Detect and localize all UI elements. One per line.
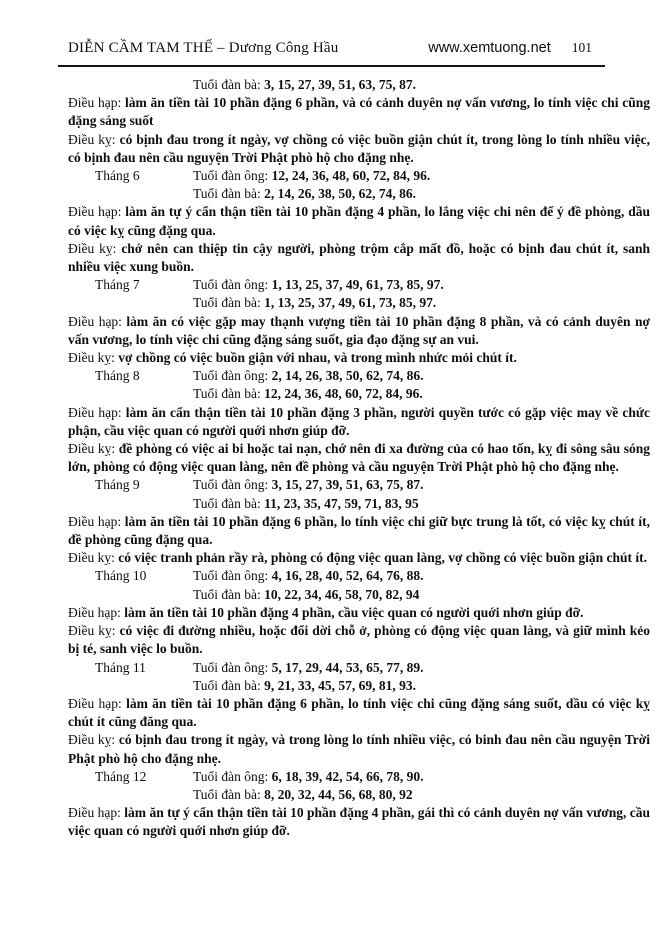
month-ages-row <box>68 276 650 294</box>
ky-paragraph <box>68 349 650 367</box>
month-ages-row <box>68 567 650 585</box>
ky-paragraph <box>68 731 650 767</box>
women-ages-line <box>193 385 650 403</box>
header-right <box>428 40 592 56</box>
ky-label: Điều kỵ: <box>68 732 116 748</box>
month-block <box>68 659 650 768</box>
women-ages-values: 9, 21, 33, 45, 57, 69, 81, 93. <box>264 677 417 693</box>
hap-label: Điều hạp: <box>68 805 121 821</box>
men-ages-label: Tuổi đàn ông: <box>193 277 269 293</box>
ky-paragraph <box>68 549 650 567</box>
women-ages-label: Tuổi đàn bà: <box>193 586 261 602</box>
month-label: Tháng 9 <box>95 477 140 493</box>
hap-text: làm ăn tiền tài 10 phần đặng 6 phần, và có cảnh duyên nợ vấn vương, lo tính việc chi cũng đặng sáng suốt <box>68 95 650 129</box>
ky-text: chớ nên can thiệp tin cậy người, phòng trộm cắp mất đồ, hoặc có bịnh đau chút ít, sanh nhiều việc xung buồn. <box>68 240 651 275</box>
women-ages-values: 10, 22, 34, 46, 58, 70, 82, 94 <box>264 586 420 602</box>
ky-text: có bịnh đau trong ít ngày, vợ chồng có việc buồn giận chút ít, trong lòng lo tính nhiều việc, có bịnh đau nên cầu nguyện Trời Phật phò hộ cho đặng nhẹ. <box>68 131 651 165</box>
ky-text: có bịnh đau trong ít ngày, và trong lòng lo tính nhiều việc, có binh đau nên cầu nguyện Trời Phật phò hộ cho đặng nhẹ. <box>68 732 650 766</box>
women-ages-line <box>193 185 650 203</box>
men-ages-values: 4, 16, 28, 40, 52, 64, 76, 88. <box>271 568 424 584</box>
women-ages-label: Tuổi đàn bà: <box>193 386 261 402</box>
men-ages-label: Tuổi đàn ông: <box>193 768 269 784</box>
website-url: www.xemtuong.net <box>428 40 551 56</box>
women-ages-label: Tuổi đàn bà: <box>193 295 261 311</box>
month-label: Tháng 8 <box>95 368 140 384</box>
hap-paragraph <box>68 804 650 840</box>
hap-label: Điều hạp: <box>68 513 122 529</box>
header-divider <box>58 65 605 67</box>
women-ages-label: Tuổi đàn bà: <box>193 186 261 202</box>
month-ages-row <box>68 167 650 185</box>
hap-text: làm ăn tiền tài 10 phần đặng 4 phần, cầu việc quan có người quới nhơn giúp đỡ. <box>124 604 584 620</box>
hap-text: làm ăn tiền tài 10 phần đặng 6 phần, lo tính việc chi cũng đặng sáng suốt, dầu có việc kỵ chút ít cũng đăng qua. <box>68 695 650 730</box>
women-ages-values: 2, 14, 26, 38, 50, 62, 74, 86. <box>264 186 417 202</box>
hap-paragraph <box>68 604 650 622</box>
month-block <box>68 276 650 367</box>
month-label: Tháng 10 <box>95 568 147 584</box>
hap-text: làm ăn tiền tài 10 phần đặng 6 phần, lo tính việc chi giữ bực trung là tốt, có việc kỵ chút ít, đề phòng cũng đặng qua. <box>68 513 650 548</box>
ky-text: có việc tranh phản rầy rà, phòng có động việc quan làng, vợ chồng có việc buồn giận chút ít. <box>118 550 648 566</box>
men-ages-label: Tuổi đàn ông: <box>193 659 269 675</box>
month-ages-row <box>68 659 650 677</box>
month-label: Tháng 11 <box>95 659 146 675</box>
intro-women-ages-line <box>193 76 650 94</box>
men-ages-values: 3, 15, 27, 39, 51, 63, 75, 87. <box>271 477 424 493</box>
women-ages-values: 3, 15, 27, 39, 51, 63, 75, 87. <box>264 77 417 92</box>
women-ages-values: 12, 24, 36, 48, 60, 72, 84, 96. <box>264 386 423 402</box>
intro-ky-paragraph <box>68 131 650 167</box>
month-ages-row <box>68 768 650 786</box>
women-ages-label: Tuổi đàn bà: <box>193 77 261 92</box>
months-list <box>68 167 650 841</box>
month-label: Tháng 7 <box>95 277 140 293</box>
women-ages-values: 8, 20, 32, 44, 56, 68, 80, 92 <box>264 786 413 802</box>
ky-label: Điều kỵ: <box>68 550 115 566</box>
women-ages-line <box>193 294 650 312</box>
women-ages-label: Tuổi đàn bà: <box>193 495 261 511</box>
ky-label: Điều kỵ: <box>68 350 115 366</box>
women-ages-values: 1, 13, 25, 37, 49, 61, 73, 85, 97. <box>264 295 437 311</box>
men-ages-values: 1, 13, 25, 37, 49, 61, 73, 85, 97. <box>271 277 444 293</box>
ky-label: Điều kỵ: <box>68 623 116 639</box>
women-ages-values: 11, 23, 35, 47, 59, 71, 83, 95 <box>264 495 419 511</box>
hap-label: Điều hạp: <box>68 404 122 420</box>
men-ages-label: Tuổi đàn ông: <box>193 477 269 493</box>
hap-text: làm ăn có việc gặp may thạnh vượng tiền tài 10 phần đặng 8 phần, và có cảnh duyên nợ vấn vương, lo tính việc chi cũng đặng sáng suốt, gia đạo đặng sự an vui. <box>68 313 650 347</box>
men-ages-values: 12, 24, 36, 48, 60, 72, 84, 96. <box>271 168 431 184</box>
men-ages-label: Tuổi đàn ông: <box>193 168 269 184</box>
page-content <box>68 76 650 841</box>
hap-paragraph <box>68 203 650 239</box>
hap-paragraph <box>68 513 650 549</box>
hap-paragraph <box>68 404 650 440</box>
ky-label: Điều kỵ: <box>68 131 116 147</box>
hap-label: Điều hạp: <box>68 604 121 620</box>
men-ages-values: 5, 17, 29, 44, 53, 65, 77, 89. <box>271 659 424 675</box>
month-label: Tháng 12 <box>95 768 147 784</box>
women-ages-line <box>193 677 650 695</box>
ky-paragraph <box>68 440 650 476</box>
hap-label: Điều hạp: <box>68 695 122 711</box>
men-ages-label: Tuổi đàn ông: <box>193 368 269 384</box>
month-ages-row <box>68 476 650 494</box>
women-ages-line <box>193 786 650 804</box>
women-ages-label: Tuổi đàn bà: <box>193 786 261 802</box>
month-block <box>68 567 650 658</box>
women-ages-label: Tuổi đàn bà: <box>193 677 261 693</box>
hap-paragraph <box>68 695 650 731</box>
ky-paragraph <box>68 622 650 658</box>
hap-paragraph <box>68 313 650 349</box>
hap-text: làm ăn cẩn thận tiền tài 10 phần đặng 3 phần, người quyền tước có gặp việc may về chức phận, cầu việc quan có người quới nhơn giúp đỡ. <box>68 404 651 438</box>
month-block <box>68 167 650 276</box>
hap-label: Điều hạp: <box>68 95 122 111</box>
women-ages-line <box>193 586 650 604</box>
month-block <box>68 367 650 476</box>
ky-paragraph <box>68 240 650 276</box>
ky-text: vợ chồng có việc buồn giận với nhau, và trong mình nhức mỏi chút ít. <box>118 350 517 366</box>
book-title: DIỄN CẦM TAM THẾ – Dương Công Hầu <box>68 40 339 56</box>
hap-label: Điều hạp: <box>68 313 122 329</box>
men-ages-values: 2, 14, 26, 38, 50, 62, 74, 86. <box>271 368 424 384</box>
ky-text: đề phòng có việc ai bi hoặc tai nạn, chớ nên đi xa đường của có hao tốn, kỵ đi sông sâu sóng lớn, phòng có động việc quan làng, nên đề phòng và cầu nguyện Trời Phật phò hộ cho đặng nhẹ. <box>68 441 651 475</box>
page-header <box>68 40 592 57</box>
month-block <box>68 476 650 567</box>
men-ages-values: 6, 18, 39, 42, 54, 66, 78, 90. <box>271 768 424 784</box>
intro-hap-paragraph <box>68 94 650 130</box>
ky-text: có việc đi đường nhiều, hoặc đổi dời chỗ ở, phòng có động việc quan làng, và giữ mình kẻo bị té, sanh việc lo buồn. <box>68 623 650 657</box>
month-label: Tháng 6 <box>95 168 140 184</box>
page-number: 101 <box>571 40 592 55</box>
month-block <box>68 768 650 841</box>
ky-label: Điều kỵ: <box>68 240 117 256</box>
hap-text: làm ăn tự ý cẩn thận tiền tài 10 phần đặng 4 phần, lo lắng việc chi nên để ý đề phòng, dầu có việc kỵ cũng đặng qua. <box>68 204 651 238</box>
men-ages-label: Tuổi đàn ông: <box>193 568 269 584</box>
women-ages-line <box>193 495 650 513</box>
hap-label: Điều hạp: <box>68 204 122 220</box>
month-ages-row <box>68 367 650 385</box>
ky-label: Điều kỵ: <box>68 441 116 457</box>
hap-text: làm ăn tự ý cẩn thận tiền tài 10 phần đặng 4 phần, gái thì có cảnh duyên nợ vấn vương, cầu việc quan có người quới nhơn giúp đỡ. <box>68 805 650 839</box>
